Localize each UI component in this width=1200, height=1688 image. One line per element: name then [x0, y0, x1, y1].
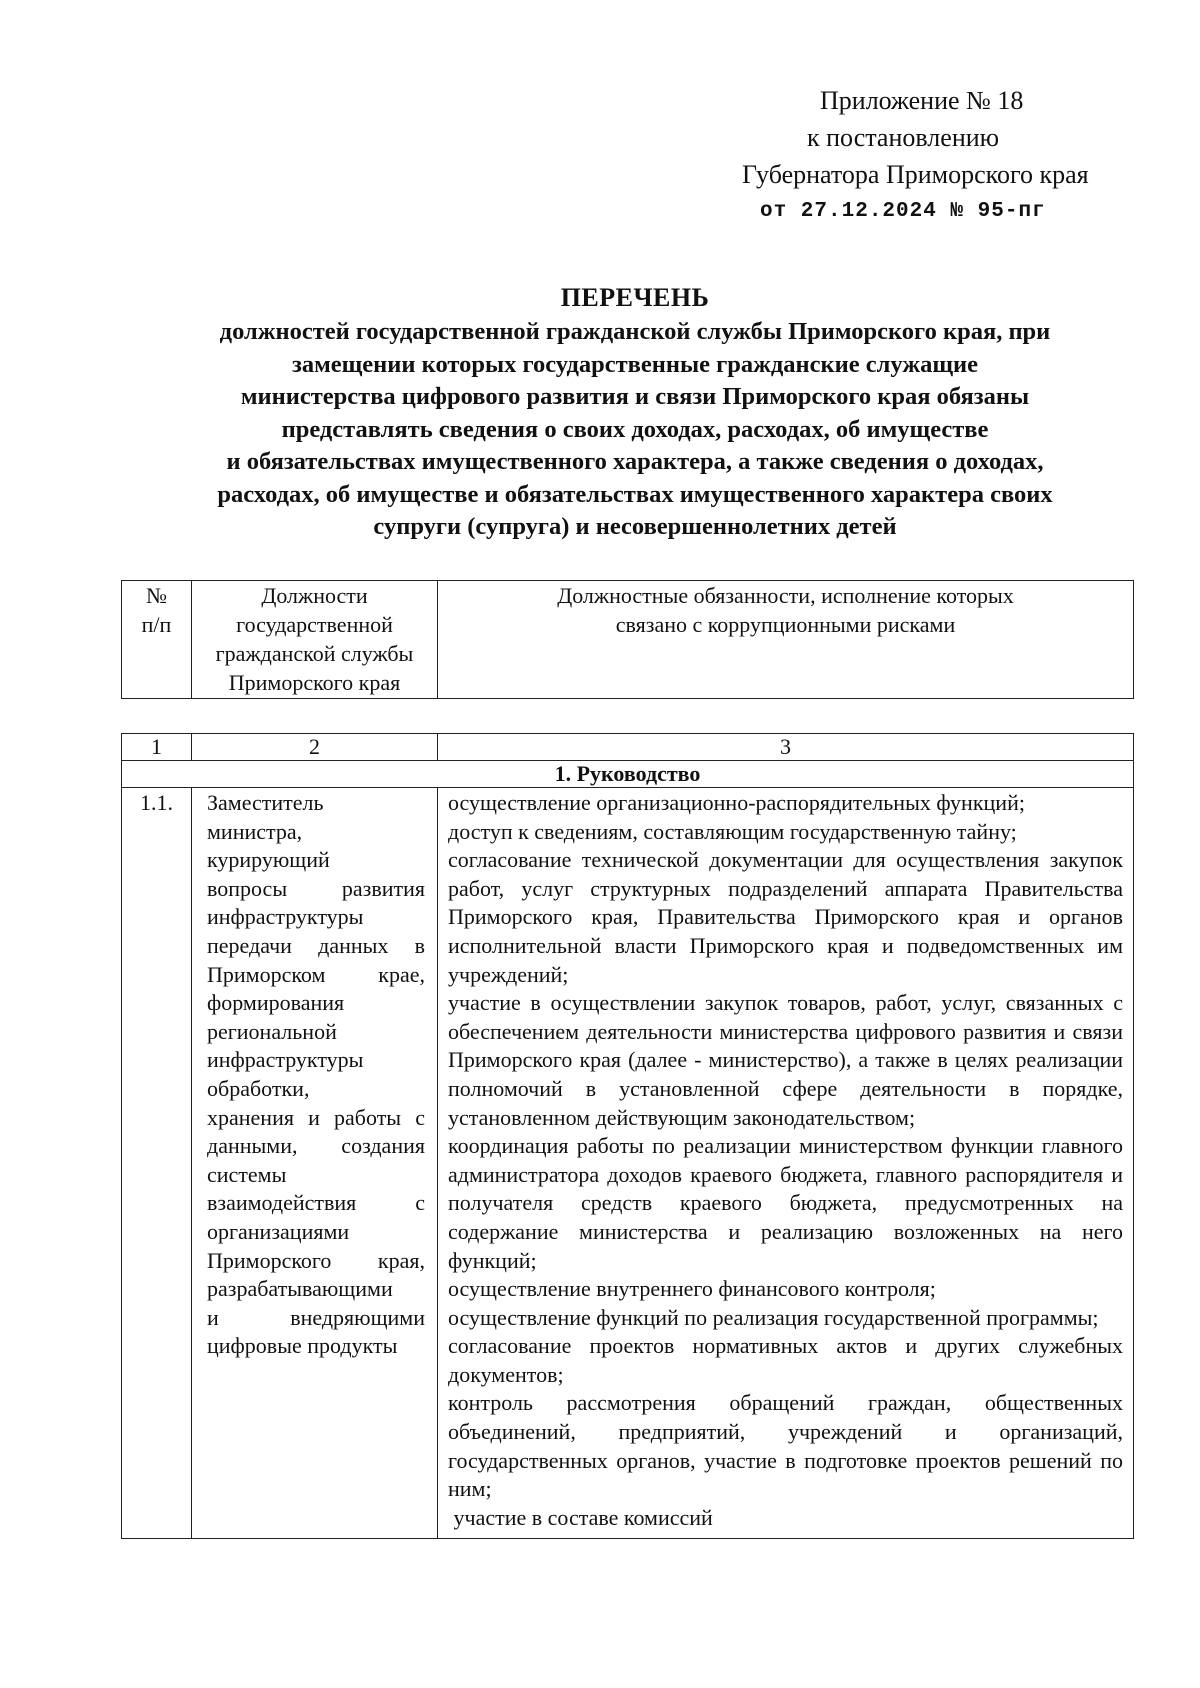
duty-item: согласование технической документации для осуществления закупок работ, услуг структурных подразделений аппарата Правительства Приморского края, Правительства Приморского края и органов исполнительной власти Приморского края и подведомственных им учреждений; — [448, 847, 1123, 987]
document-title — [140, 280, 1130, 544]
position-line: Приморского края, — [207, 1247, 425, 1273]
position-line: министра, — [207, 818, 303, 844]
appendix-authority: Губернатора Приморского края — [742, 160, 1089, 189]
header-table — [121, 580, 1134, 699]
section-title: 1. Руководство — [122, 761, 1134, 788]
header-cell-duties — [438, 581, 1134, 699]
header-number-label: № п/п — [141, 583, 172, 637]
title-line: должностей государственной гражданской службы Приморского края, при — [219, 318, 1051, 345]
table-row — [122, 788, 1134, 1539]
position-line: курирующий — [207, 847, 330, 873]
position-line: передачи данных в — [207, 932, 425, 958]
title-heading: ПЕРЕЧЕНЬ — [560, 283, 710, 312]
duty-item: координация работы по реализации министерством функции главного администратора доходов краевого бюджета, главного распорядителя и получателя средств краевого бюджета, предусмотренных на содержание министерства и реализацию возложенных на него функций; — [448, 1133, 1123, 1273]
appendix-block — [720, 82, 1140, 230]
main-table — [121, 733, 1134, 1539]
position-line: системы — [207, 1161, 287, 1187]
column-numbers-row — [122, 734, 1134, 761]
position-line: хранения и работы с — [207, 1104, 425, 1130]
duty-item: участие в осуществлении закупок товаров, работ, услуг, связанных с обеспечением деятельности министерства цифрового развития и связи Приморского края (далее - министерство), а также в целях реализации полномочий в установленной сфере деятельности в порядке, установленном действующим законодательством; — [448, 990, 1123, 1130]
title-line: министерства цифрового развития и связи Приморского края обязаны — [240, 383, 1030, 410]
title-line: представлять сведения о своих доходах, расходах, об имуществе — [281, 415, 989, 443]
position-line: обработки, — [207, 1075, 310, 1101]
position-line: и внедряющими — [207, 1304, 425, 1330]
duty-item: участие в составе комиссий — [448, 1504, 713, 1530]
position-line: инфраструктуры — [207, 904, 364, 930]
duty-item: согласование проектов нормативных актов и других служебных документов; — [448, 1333, 1123, 1387]
row-number: 1.1. — [122, 788, 192, 1539]
header-cell-number — [122, 581, 192, 699]
appendix-reference: к постановлению — [807, 123, 1000, 152]
column-number: 1 — [122, 734, 192, 761]
appendix-number: Приложение № 18 — [820, 86, 1024, 115]
title-subheading — [140, 316, 1130, 544]
column-number: 2 — [192, 734, 438, 761]
position-line: цифровые продукты — [207, 1333, 398, 1359]
position-line: разрабатывающими — [207, 1276, 393, 1302]
row-duties — [438, 788, 1134, 1539]
header-position-label: Должности государственной гражданской службы Приморского края — [215, 583, 414, 695]
section-row — [122, 761, 1134, 788]
position-line: формирования — [207, 990, 345, 1016]
appendix-date-number: от 27.12.2024 № 95-пг — [760, 200, 1046, 223]
position-line: данными, создания — [207, 1133, 425, 1159]
duty-item: контроль рассмотрения обращений граждан, общественных объединений, предприятий, учреждений и организаций, государственных органов, участие в подготовке проектов решений по ним; — [448, 1390, 1123, 1502]
header-cell-position — [192, 581, 438, 699]
title-line: расходах, об имуществе и обязательствах имущественного характера своих — [217, 480, 1053, 508]
duty-item: осуществление внутреннего финансового контроля; — [448, 1276, 936, 1302]
title-line: и обязательствах имущественного характера, а также сведения о доходах, — [226, 448, 1044, 475]
position-line: региональной — [207, 1018, 337, 1044]
position-line: инфраструктуры — [207, 1047, 364, 1073]
column-number: 3 — [438, 734, 1134, 761]
header-duties-label: Должностные обязанности, исполнение которых связано с коррупционными рисками — [557, 583, 1014, 637]
duty-item: доступ к сведениям, составляющим государственную тайну; — [448, 818, 1017, 844]
position-line: Заместитель — [207, 790, 324, 815]
position-line: вопросы развития — [207, 875, 425, 901]
title-line: замещении которых государственные гражданские служащие — [291, 350, 979, 378]
duty-item: осуществление организационно-распорядительных функций; — [448, 790, 1025, 815]
position-line: Приморском крае, — [207, 961, 425, 987]
position-line: организациями — [207, 1218, 350, 1244]
header-row — [122, 581, 1134, 699]
title-line: супруги (супруга) и несовершеннолетних детей — [373, 513, 897, 540]
duty-item: осуществление функций по реализация государственной программы; — [448, 1304, 1099, 1330]
position-line: взаимодействия с — [207, 1190, 425, 1216]
row-position — [192, 788, 438, 1539]
